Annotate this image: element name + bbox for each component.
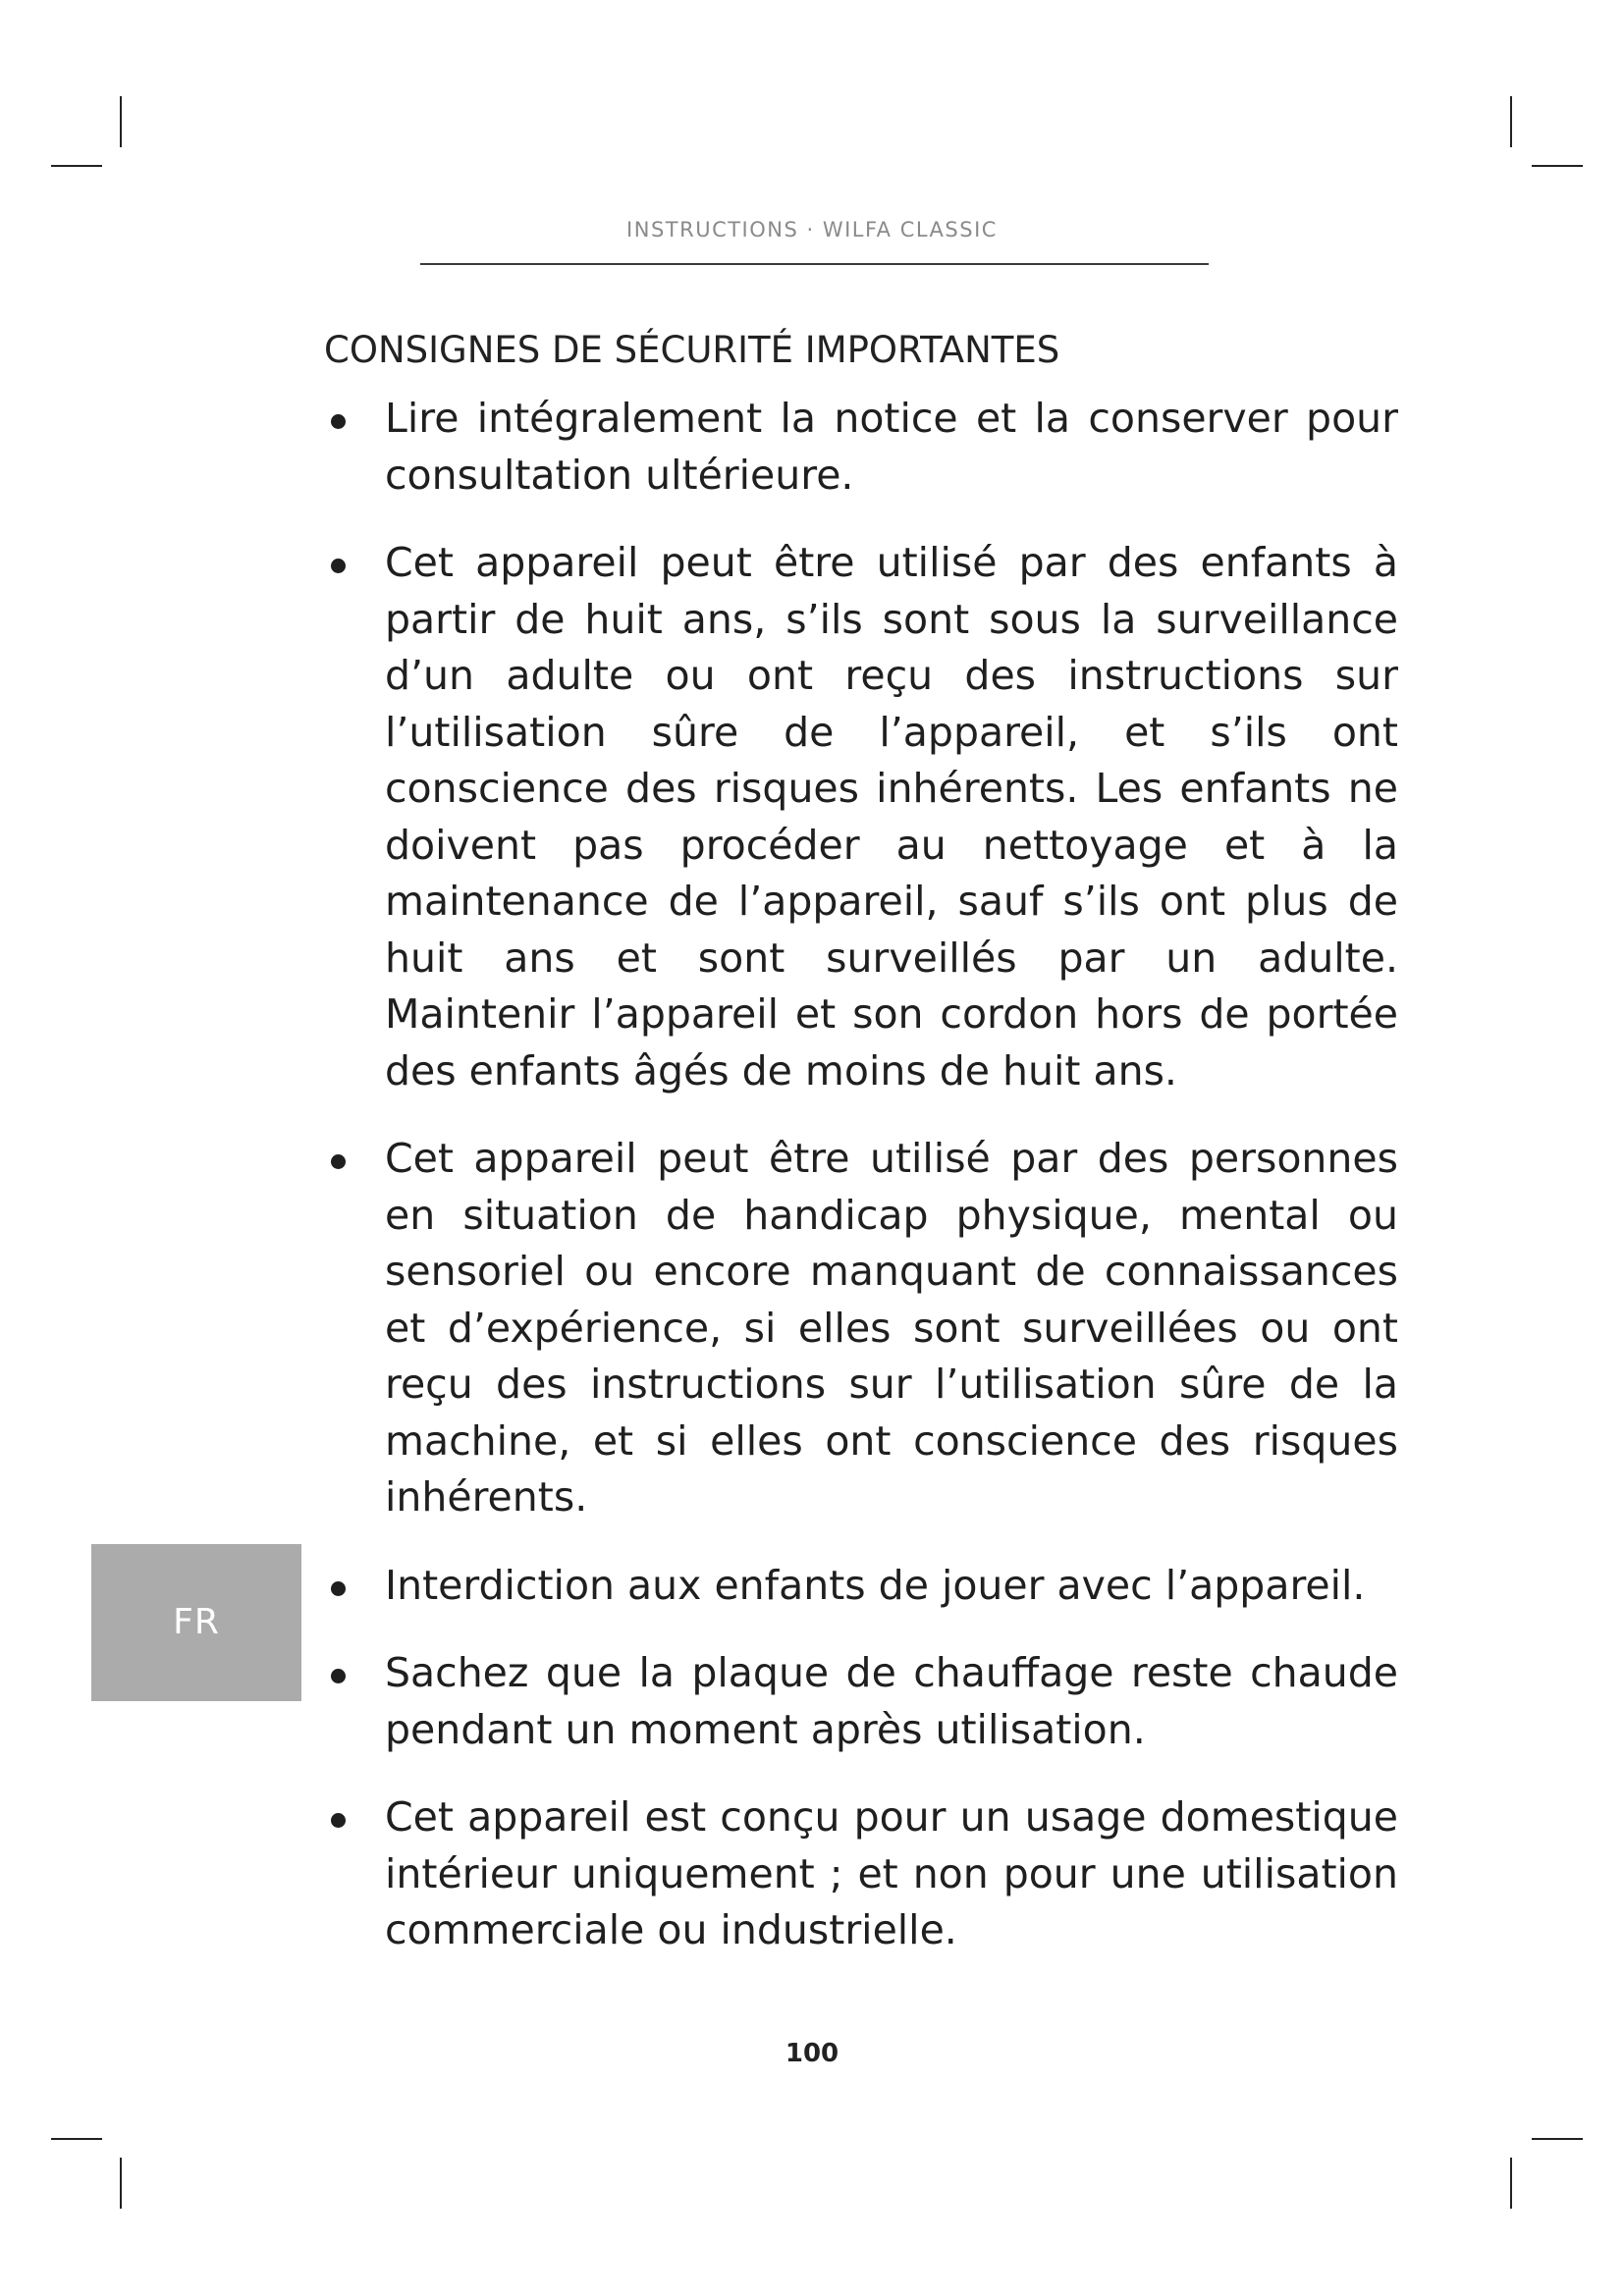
crop-mark-bottom-right-vertical	[1510, 2158, 1512, 2209]
crop-mark-top-left-horizontal	[51, 165, 102, 167]
bullet-icon	[331, 559, 346, 573]
list-item	[324, 1131, 1398, 1526]
list-item	[324, 1645, 1398, 1758]
crop-mark-top-right-vertical	[1510, 96, 1512, 147]
safety-instructions-list	[324, 391, 1398, 1991]
list-item-text: Cet appareil peut être utilisé par des personnes en situation de handicap physique, mental ou sensoriel ou encore manquant de connaissances et d’expérience, si elles sont surveillées ou ont reçu des instructions sur l’utilisation sûre de la machine, et si elles ont conscience des risques inhérents.	[385, 1135, 1398, 1521]
bullet-icon	[331, 1813, 346, 1828]
list-item	[324, 1789, 1398, 1959]
bullet-icon	[331, 414, 346, 429]
crop-mark-top-right-horizontal	[1532, 165, 1583, 167]
list-item-text: Interdiction aux enfants de jouer avec l’appareil.	[385, 1561, 1366, 1609]
list-item-text: Lire intégralement la notice et la conserver pour consultation ultérieure.	[385, 395, 1398, 499]
section-heading: CONSIGNES DE SÉCURITÉ IMPORTANTES	[324, 329, 1060, 371]
list-item	[324, 535, 1398, 1099]
language-tab-label: FR	[173, 1602, 220, 1642]
bullet-icon	[331, 1669, 346, 1683]
running-header: INSTRUCTIONS · WILFA CLASSIC	[626, 218, 998, 241]
crop-mark-bottom-right-horizontal	[1532, 2138, 1583, 2140]
language-tab	[91, 1544, 301, 1701]
page-number: 100	[785, 2039, 839, 2068]
crop-mark-bottom-left-horizontal	[51, 2138, 102, 2140]
list-item	[324, 1558, 1398, 1615]
bullet-icon	[331, 1581, 346, 1596]
crop-mark-top-left-vertical	[120, 96, 122, 147]
list-item-text: Cet appareil peut être utilisé par des enfants à partir de huit ans, s’ils sont sous la surveillance d’un adulte ou ont reçu des instructions sur l’utilisation sûre de l’appareil, et s’ils ont conscience des risques inhérents. Les enfants ne doivent pas procéder au nettoyage et à la maintenance de l’appareil, sauf s’ils ont plus de huit ans et sont surveillés par un adulte. Maintenir l’appareil et son cordon hors de portée des enfants âgés de moins de huit ans.	[385, 539, 1398, 1095]
bullet-icon	[331, 1154, 346, 1169]
list-item-text: Sachez que la plaque de chauffage reste chaude pendant un moment après utilisation.	[385, 1649, 1398, 1753]
header-rule	[420, 263, 1209, 265]
list-item-text: Cet appareil est conçu pour un usage domestique intérieur uniquement ; et non pour une utilisation commerciale ou industrielle.	[385, 1793, 1398, 1953]
crop-mark-bottom-left-vertical	[120, 2158, 122, 2209]
list-item	[324, 391, 1398, 504]
